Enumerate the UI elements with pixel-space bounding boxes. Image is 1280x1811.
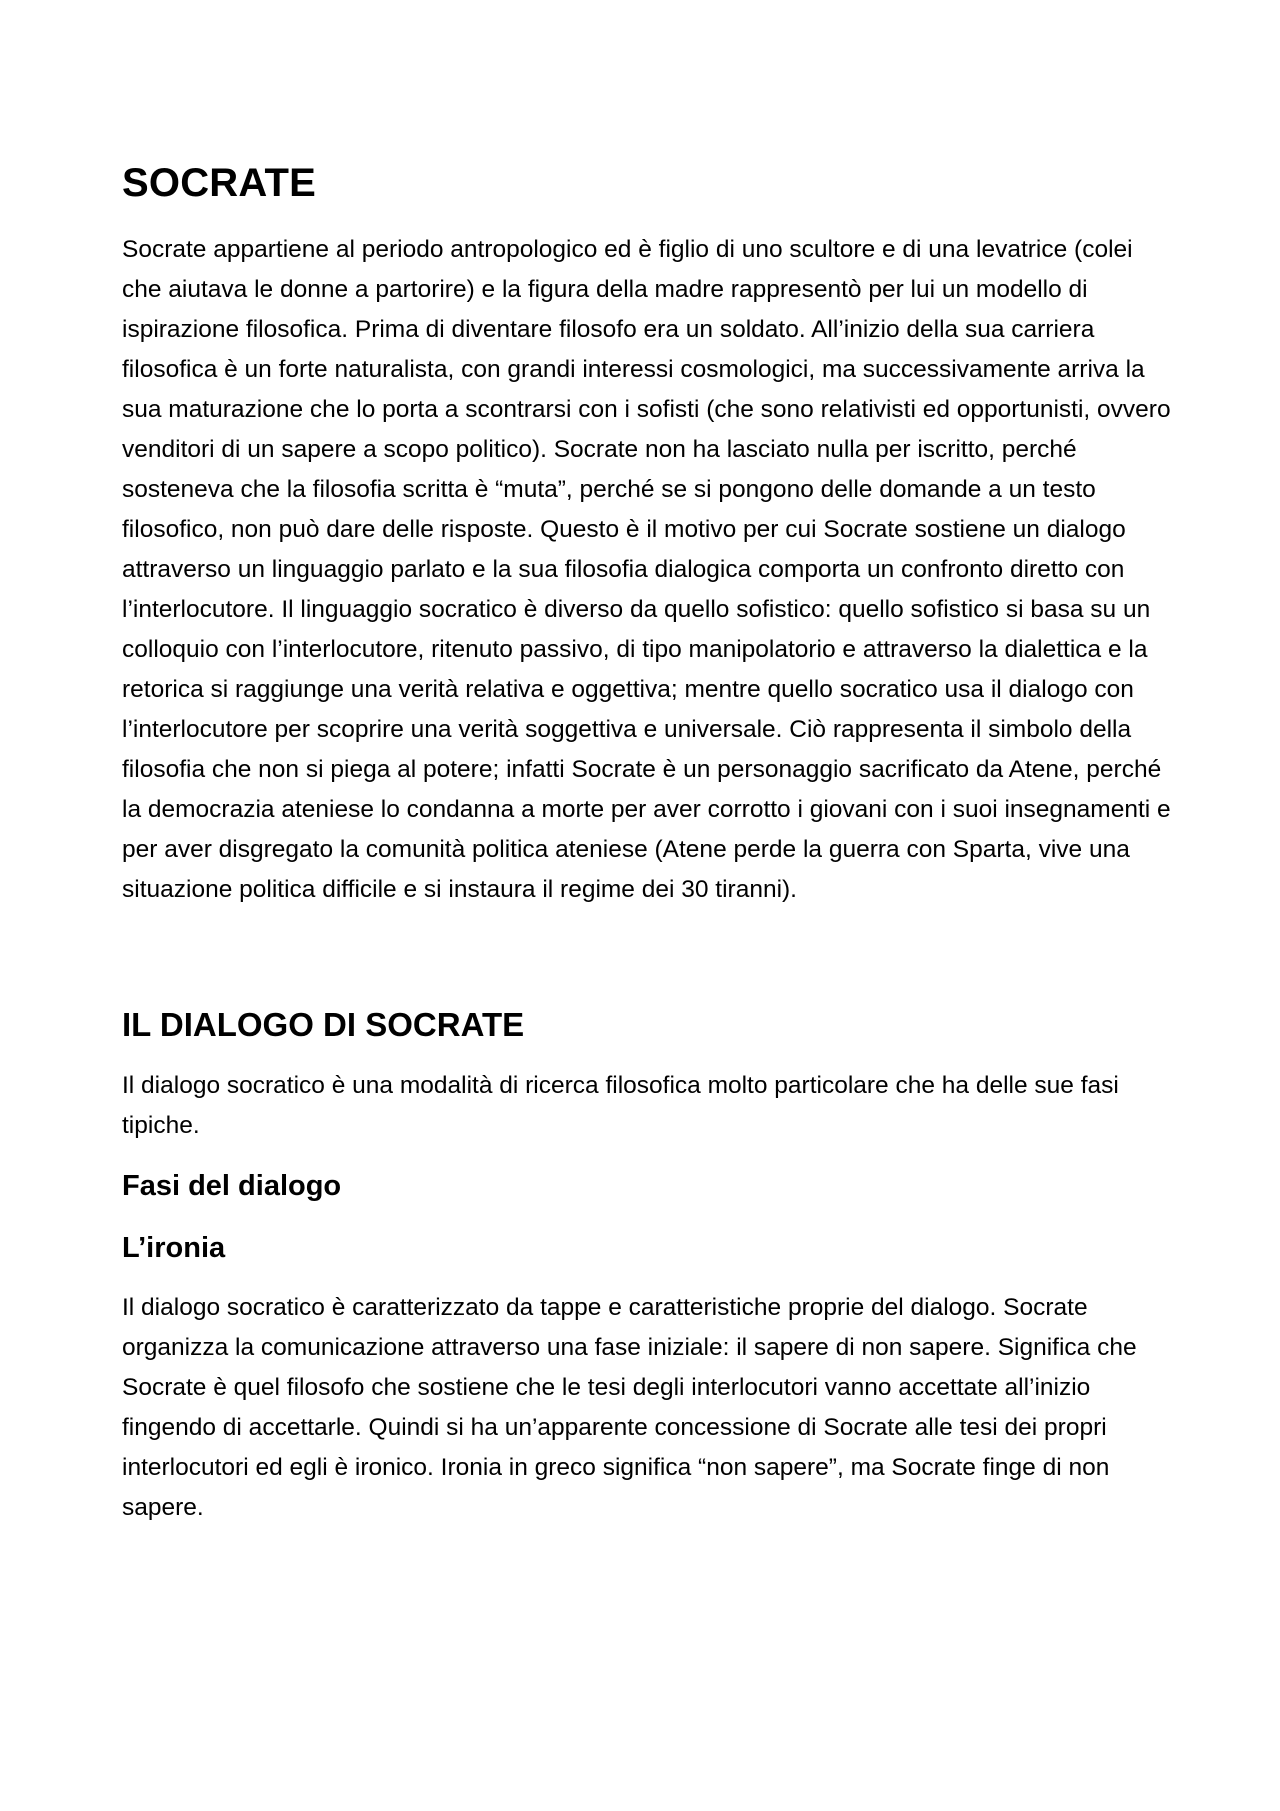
subheading-irony: L’ironia xyxy=(122,1232,226,1264)
document-content xyxy=(122,160,1172,1528)
section-paragraph: Il dialogo socratico è una modalità di ricerca filosofica molto particolare che ha delle sue fasi tipiche. xyxy=(122,1072,1119,1139)
intro-paragraph: Socrate appartiene al periodo antropologico ed è figlio di uno scultore e di una levatrice (colei che aiutava le donne a partorire) e la figura della madre rappresentò per lui un modello di ispirazione filosofica. Prima di diventare filosofo era un soldato. All’inizio della sua carriera filosofica è un forte naturalista, con grandi interessi cosmologici, ma successivamente arriva la sua maturazione che lo porta a scontrarsi con i sofisti (che sono relativisti ed opportunisti, ovvero venditori di un sapere a scopo politico). Socrate non ha lasciato nulla per iscritto, perché sosteneva che la filosofia scritta è “muta”, perché se si pongono delle domande a un testo filosofico, non può dare delle risposte. Questo è il motivo per cui Socrate sostiene un dialogo attraverso un linguaggio parlato e la sua filosofia dialogica comporta un confronto diretto con l’interlocutore. Il linguaggio socratico è diverso da quello sofistico: quello sofistico si basa su un colloquio con l’interlocutore, ritenuto passivo, di tipo manipolatorio e attraverso la dialettica e la retorica si raggiunge una verità relativa e oggettiva; mentre quello socratico usa il dialogo con l’interlocutore per scoprire una verità soggettiva e universale. Ciò rappresenta il simbolo della filosofia che non si piega al potere; infatti Socrate è un personaggio sacrificato da Atene, perché la democrazia ateniese lo condanna a morte per aver corrotto i giovani con i suoi insegnamenti e per aver disgregato la comunità politica ateniese (Atene perde la guerra con Sparta, vive una situazione politica difficile e si instaura il regime dei 30 tiranni). xyxy=(122,236,1171,903)
section-heading: IL DIALOGO DI SOCRATE xyxy=(122,1006,525,1043)
subheading-phases: Fasi del dialogo xyxy=(122,1170,342,1202)
page-title: SOCRATE xyxy=(122,161,316,205)
irony-paragraph: Il dialogo socratico è caratterizzato da tappe e caratteristiche proprie del dialogo. Socrate organizza la comunicazione attraverso una fase iniziale: il sapere di non sapere. Significa che Socrate è quel filosofo che sostiene che le tesi degli interlocutori vanno accettate all’inizio fingendo di accettarle. Quindi si ha un’apparente concessione di Socrate alle tesi dei propri interlocutori ed egli è ironico. Ironia in greco significa “non sapere”, ma Socrate finge di non sapere. xyxy=(122,1294,1137,1521)
